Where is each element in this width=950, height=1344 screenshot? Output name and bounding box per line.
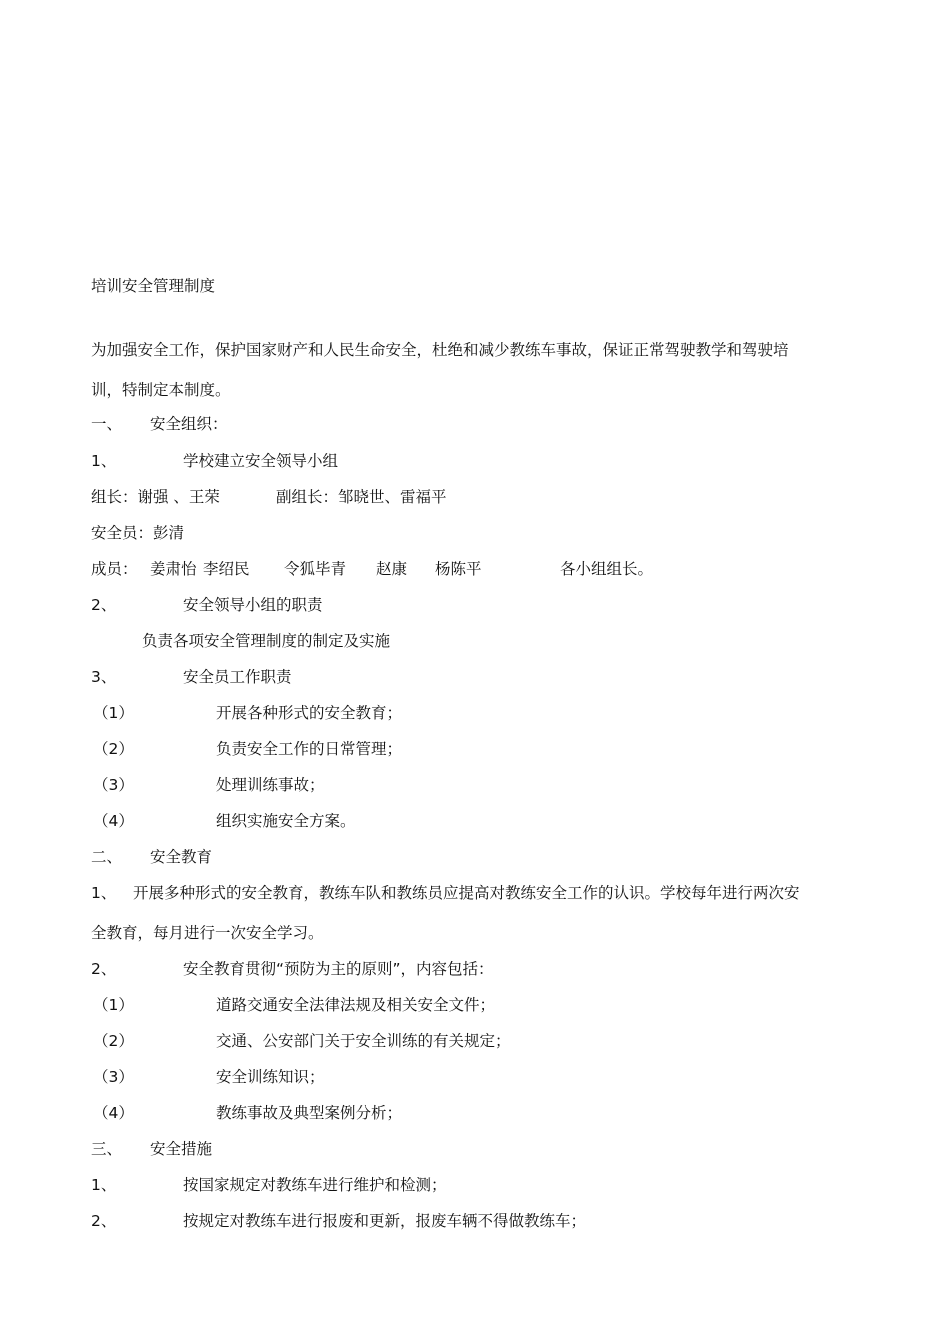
members-label: 成员： <box>91 560 138 578</box>
member-name: 姜肃怡 <box>150 560 197 578</box>
sub-item-text: 开展各种形式的安全教育； <box>216 704 403 722</box>
item-number: 1、 <box>91 1176 117 1194</box>
item-1-2-description: 负责各项安全管理制度的制定及实施 <box>142 632 391 650</box>
item-text: 安全领导小组的职责 <box>183 596 323 614</box>
sub-item-number: （2） <box>93 740 134 758</box>
section-title: 安全组织： <box>150 415 228 433</box>
section-title: 安全措施 <box>150 1140 213 1158</box>
sub-item-text: 处理训练事故； <box>216 776 325 794</box>
intro-line-2: 训，特制定本制度。 <box>91 381 231 399</box>
item-text: 安全员工作职责 <box>183 668 292 686</box>
item-2-1-line-2: 全教育，每月进行一次安全学习。 <box>91 924 324 942</box>
sub-item-number: （4） <box>93 1104 134 1122</box>
item-text: 安全教育贯彻“预防为主的原则”，内容包括： <box>183 960 494 978</box>
section-number: 二、 <box>91 848 123 866</box>
sub-item-text: 道路交通安全法律法规及相关安全文件； <box>216 996 496 1014</box>
item-number: 2、 <box>91 1212 117 1230</box>
sub-item-text: 教练事故及典型案例分析； <box>216 1104 403 1122</box>
sub-item-number: （1） <box>93 996 134 1014</box>
sub-item-text: 交通、公安部门关于安全训练的有关规定； <box>216 1032 511 1050</box>
section-number: 三、 <box>91 1140 123 1158</box>
members-tail: 各小组组长。 <box>560 560 654 578</box>
item-number: 3、 <box>91 668 117 686</box>
sub-item-text: 安全训练知识； <box>216 1068 325 1086</box>
section-title: 安全教育 <box>150 848 213 866</box>
item-text: 学校建立安全领导小组 <box>183 452 339 470</box>
sub-item-text: 组织实施安全方案。 <box>216 812 356 830</box>
intro-line-1: 为加强安全工作，保护国家财产和人民生命安全，杜绝和减少教练车事故，保证正常驾驶教学和驾驶培 <box>91 341 789 359</box>
group-leader: 组长：谢强 、王荣 <box>91 488 220 506</box>
member-name: 赵康 <box>376 560 408 578</box>
member-name: 李绍民 <box>203 560 250 578</box>
item-number: 2、 <box>91 596 117 614</box>
member-name: 杨陈平 <box>435 560 482 578</box>
sub-item-number: （2） <box>93 1032 134 1050</box>
member-name: 令狐毕青 <box>284 560 347 578</box>
doc-title: 培训安全管理制度 <box>91 277 216 295</box>
sub-item-text: 负责安全工作的日常管理； <box>216 740 403 758</box>
sub-item-number: （3） <box>93 1068 134 1086</box>
section-number: 一、 <box>91 415 123 433</box>
item-number: 2、 <box>91 960 117 978</box>
item-text: 按国家规定对教练车进行维护和检测； <box>183 1176 447 1194</box>
item-number: 1、 <box>91 884 117 902</box>
item-text: 开展多种形式的安全教育，教练车队和教练员应提高对教练安全工作的认识。学校每年进行两次安 <box>133 884 800 902</box>
sub-item-number: （1） <box>93 704 134 722</box>
deputy-leader: 副组长：邹晓世、雷福平 <box>276 488 447 506</box>
item-number: 1、 <box>91 452 117 470</box>
safety-officer: 安全员：彭清 <box>91 524 185 542</box>
sub-item-number: （4） <box>93 812 134 830</box>
item-text: 按规定对教练车进行报废和更新，报废车辆不得做教练车； <box>183 1212 587 1230</box>
sub-item-number: （3） <box>93 776 134 794</box>
